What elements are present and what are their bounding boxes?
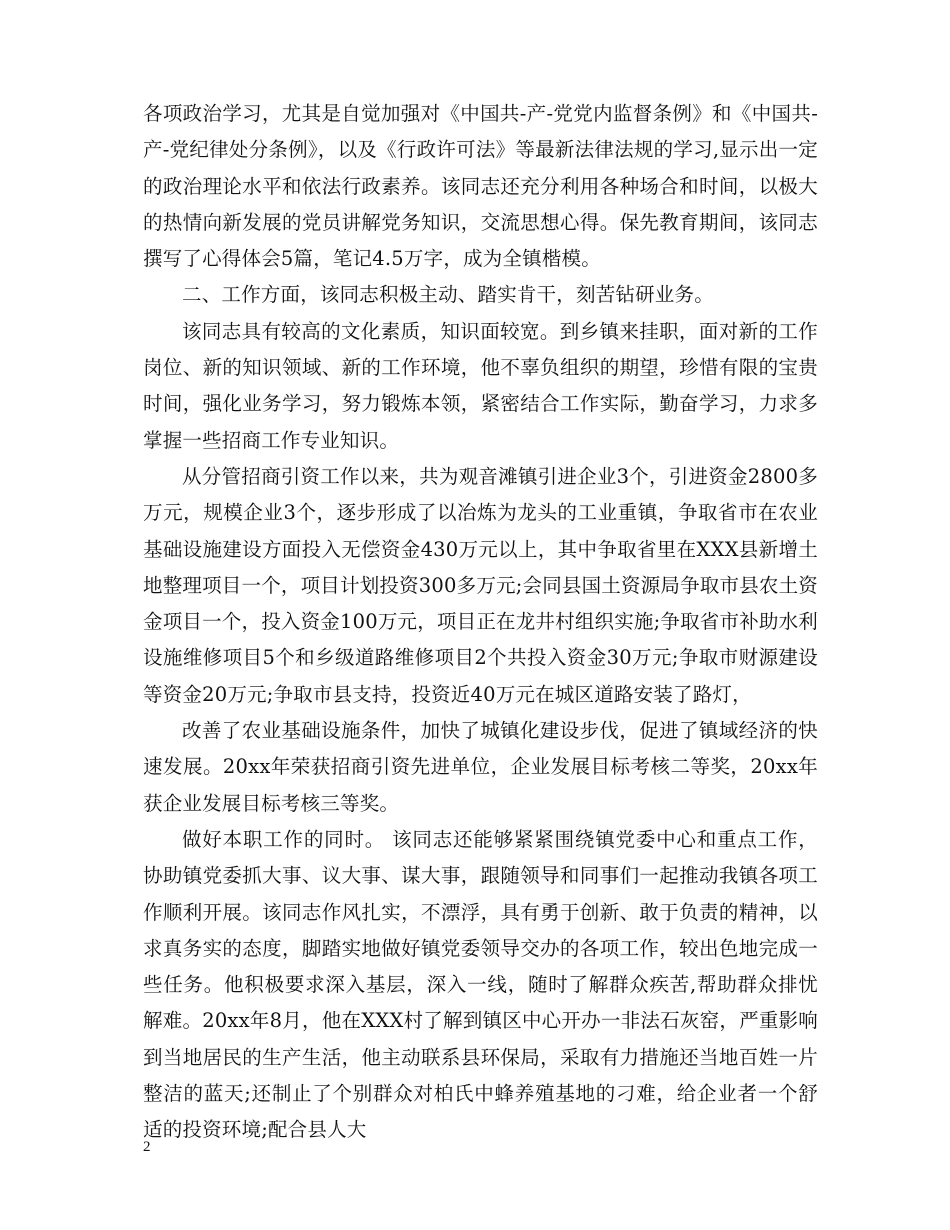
- paragraph-1: 各项政治学习，尤其是自觉加强对《中国共-产-党党内监督条例》和《中国共-产-党纪律处分条例》，以及《行政许可法》等最新法律法规的学习,显示出一定的政治理论水平和依法行政素养。该同志还充分利用各种场合和时间，以极大的热情向新发展的党员讲解党务知识，交流思想心得。保先教育期间，该同志撰写了心得体会5篇，笔记4.5万字，成为全镇楷模。: [143, 102, 818, 271]
- paragraph-5: 改善了农业基础设施条件，加快了城镇化建设步伐，促进了镇域经济的快速发展。20xx年荣获招商引资先进单位，企业发展目标考核二等奖，20xx年获企业发展目标考核三等奖。: [143, 719, 818, 815]
- paragraph-6: 做好本职工作的同时。 该同志还能够紧紧围绕镇党委中心和重点工作，协助镇党委抓大事、议大事、谋大事，跟随领导和同事们一起推动我镇各项工作顺利开展。该同志作风扎实，不漂浮，具有勇于创新、敢于负责的精神，以求真务实的态度，脚踏实地做好镇党委领导交办的各项工作，较出色地完成一些任务。他积极要求深入基层，深入一线，随时了解群众疾苦,帮助群众排忧解难。20xx年8月，他在XXX村了解到镇区中心开办一非法石灰窑，严重影响到当地居民的生产生活，他主动联系县环保局，采取有力措施还当地百姓一片整洁的蓝天;还制止了个别群众对柏氏中蜂养殖基地的刁难，给企业者一个舒适的投资环境;配合县人大: [143, 827, 818, 1142]
- paragraph-4: 从分管招商引资工作以来，共为观音滩镇引进企业3个，引进资金2800多万元，规模企业3个，逐步形成了以冶炼为龙头的工业重镇，争取省市在农业基础设施建设方面投入无偿资金430万元以上，其中争取省里在XXX县新增土地整理项目一个，项目计划投资300多万元;会同县国土资源局争取市县农土资金项目一个，投入资金100万元，项目正在龙井村组织实施;争取省市补助水利设施维修项目5个和乡级道路维修项目2个共投入资金30万元;争取市财源建设等资金20万元;争取市县支持，投资近40万元在城区道路安装了路灯，: [143, 464, 818, 706]
- document-body: [143, 96, 818, 1149]
- paragraph-3: 该同志具有较高的文化素质，知识面较宽。到乡镇来挂职，面对新的工作岗位、新的知识领域、新的工作环境，他不辜负组织的期望，珍惜有限的宝贵时间，强化业务学习，努力锻炼本领，紧密结合工作实际，勤奋学习，力求多掌握一些招商工作专业知识。: [143, 319, 818, 452]
- page-number: 2: [143, 1139, 151, 1155]
- paragraph-2: 二、工作方面，该同志积极主动、踏实肯干，刻苦钻研业务。: [182, 283, 714, 307]
